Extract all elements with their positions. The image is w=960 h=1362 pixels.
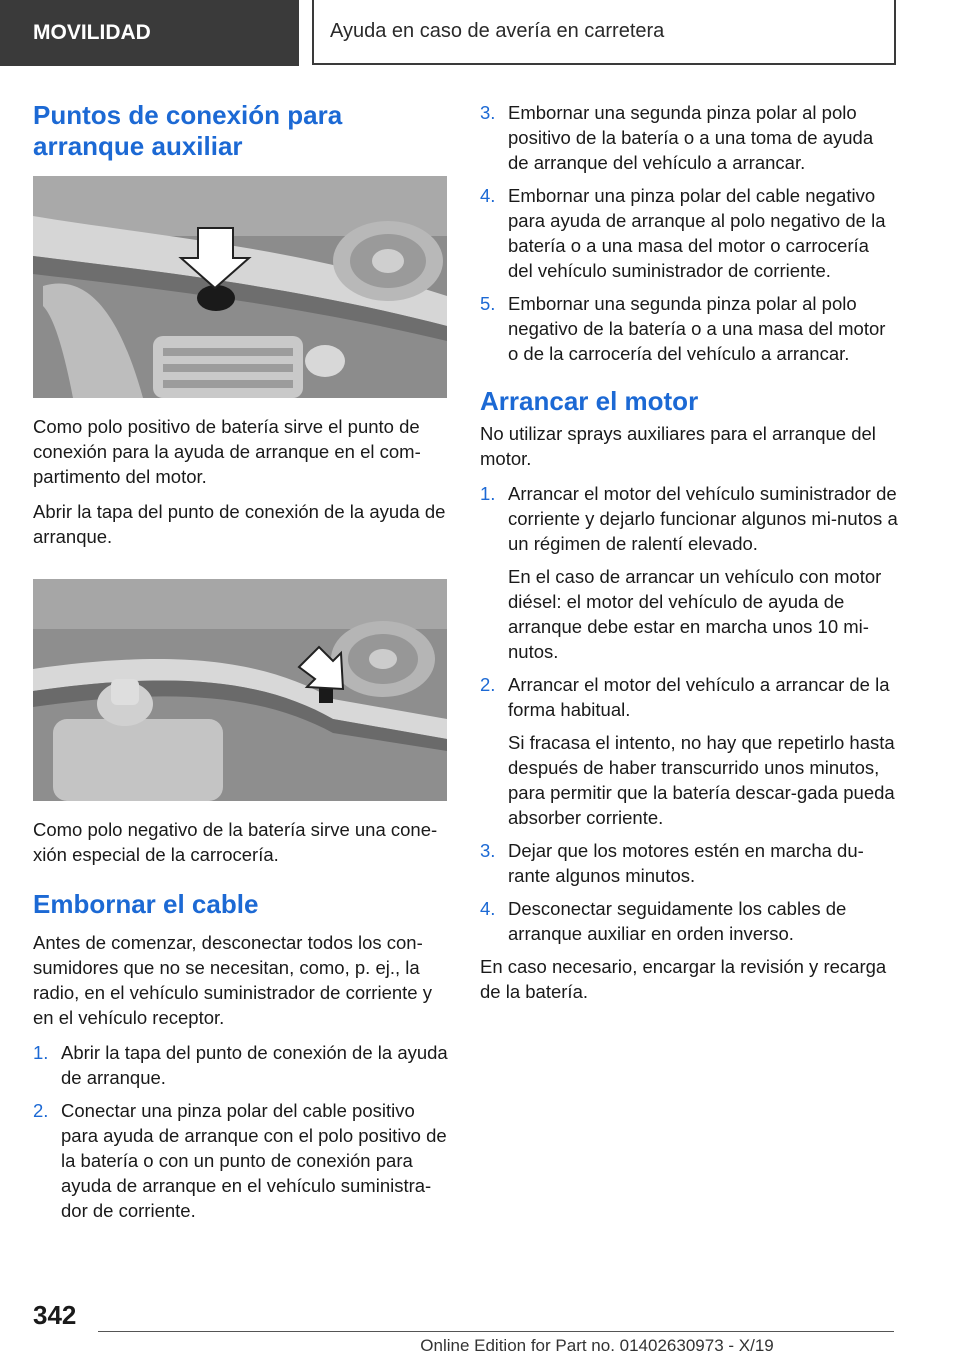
step-text: Arrancar el motor del vehículo a arrancar de la forma habitual. bbox=[508, 674, 890, 720]
step-number: 5. bbox=[480, 293, 496, 314]
heading-connect-cable: Embornar el cable bbox=[33, 889, 259, 919]
section-tab bbox=[0, 0, 299, 66]
step-number: 1. bbox=[480, 483, 496, 504]
heading-connection-points: Puntos de conexión para arranque auxiliar bbox=[33, 100, 343, 161]
footer-divider bbox=[98, 1331, 894, 1332]
step-text: Embornar una pinza polar del cable negativo para ayuda de arranque al polo negativo de la batería o a una masa del motor o carrocería del vehículo suministrador de corriente. bbox=[508, 185, 886, 281]
heading-start-engine: Arrancar el motor bbox=[480, 386, 699, 416]
paragraph-open-cover: Abrir la tapa del punto de conexión de la ayuda de arranque. bbox=[33, 501, 446, 547]
step-text: Arrancar el motor del vehículo suministrador de corriente y dejarlo funcionar algunos mi‐nutos a un régimen de ralentí elevado. bbox=[508, 483, 898, 554]
step-number: 4. bbox=[480, 185, 496, 206]
step-note: Si fracasa el intento, no hay que repetirlo hasta después de haber transcurrido unos minutos, para permitir que la batería descar‐gada pueda absorber corriente. bbox=[508, 732, 895, 828]
paragraph-positive-pole: Como polo positivo de batería sirve el punto de conexión para la ayuda de arranque en el com‐partimento del motor. bbox=[33, 416, 421, 487]
step-number: 2. bbox=[480, 674, 496, 695]
left-column bbox=[33, 100, 451, 1231]
topic-tab bbox=[312, 0, 896, 65]
step-number: 3. bbox=[480, 102, 496, 123]
list-item bbox=[480, 672, 898, 830]
connect-steps-continued bbox=[480, 100, 898, 366]
list-item bbox=[480, 291, 898, 366]
step-text: Conectar una pinza polar del cable positivo para ayuda de arranque con el polo positivo de la batería o con un punto de conexión para ayuda de arranque en el vehículo suministra‐dor de corriente. bbox=[61, 1100, 447, 1221]
list-item bbox=[33, 1040, 451, 1090]
connect-steps-list bbox=[33, 1040, 451, 1223]
step-text: Embornar una segunda pinza polar al polo positivo de la batería o a una toma de ayuda de arranque del vehículo a arrancar. bbox=[508, 102, 874, 173]
list-item bbox=[33, 1098, 451, 1223]
step-number: 3. bbox=[480, 840, 496, 861]
paragraph-before-start: Antes de comenzar, desconectar todos los con‐sumidores que no se necesitan, como, p. ej., la radio, en el vehículo suministrador de corriente y en el vehículo receptor. bbox=[33, 932, 432, 1028]
step-text: Dejar que los motores estén en marcha du‐rante algunos minutos. bbox=[508, 840, 864, 886]
topic-title: Ayuda en caso de avería en carretera bbox=[330, 20, 665, 42]
page-number: 342 bbox=[33, 1300, 77, 1330]
start-steps-list bbox=[480, 481, 898, 946]
engine-bay-negative-photo bbox=[33, 579, 447, 801]
step-text: Abrir la tapa del punto de conexión de la ayuda de arranque. bbox=[61, 1042, 448, 1088]
engine-bay-positive-photo bbox=[33, 176, 447, 398]
list-item bbox=[480, 481, 898, 664]
right-column bbox=[480, 100, 898, 1014]
list-item bbox=[480, 896, 898, 946]
step-text: Embornar una segunda pinza polar al polo negativo de la batería o a una masa del motor o de la carrocería del vehículo a arrancar. bbox=[508, 293, 886, 364]
list-item bbox=[480, 183, 898, 283]
step-number: 2. bbox=[33, 1100, 49, 1121]
paragraph-negative-pole: Como polo negativo de la batería sirve una cone‐xión especial de la carrocería. bbox=[33, 819, 438, 865]
step-text: Desconectar seguidamente los cables de arranque auxiliar en orden inverso. bbox=[508, 898, 847, 944]
step-number: 1. bbox=[33, 1042, 49, 1063]
paragraph-battery-check: En caso necesario, encargar la revisión y recarga de la batería. bbox=[480, 956, 887, 1002]
step-number: 4. bbox=[480, 898, 496, 919]
footer-edition: Online Edition for Part no. 01402630973 - X/19 bbox=[420, 1336, 774, 1355]
step-note: En el caso de arrancar un vehículo con motor diésel: el motor del vehículo de ayuda de arranque debe estar en marcha unos 10 mi‐nutos. bbox=[508, 566, 882, 662]
section-title: MOVILIDAD bbox=[33, 21, 151, 44]
list-item bbox=[480, 100, 898, 175]
paragraph-no-sprays: No utilizar sprays auxiliares para el arranque del motor. bbox=[480, 423, 876, 469]
list-item bbox=[480, 838, 898, 888]
